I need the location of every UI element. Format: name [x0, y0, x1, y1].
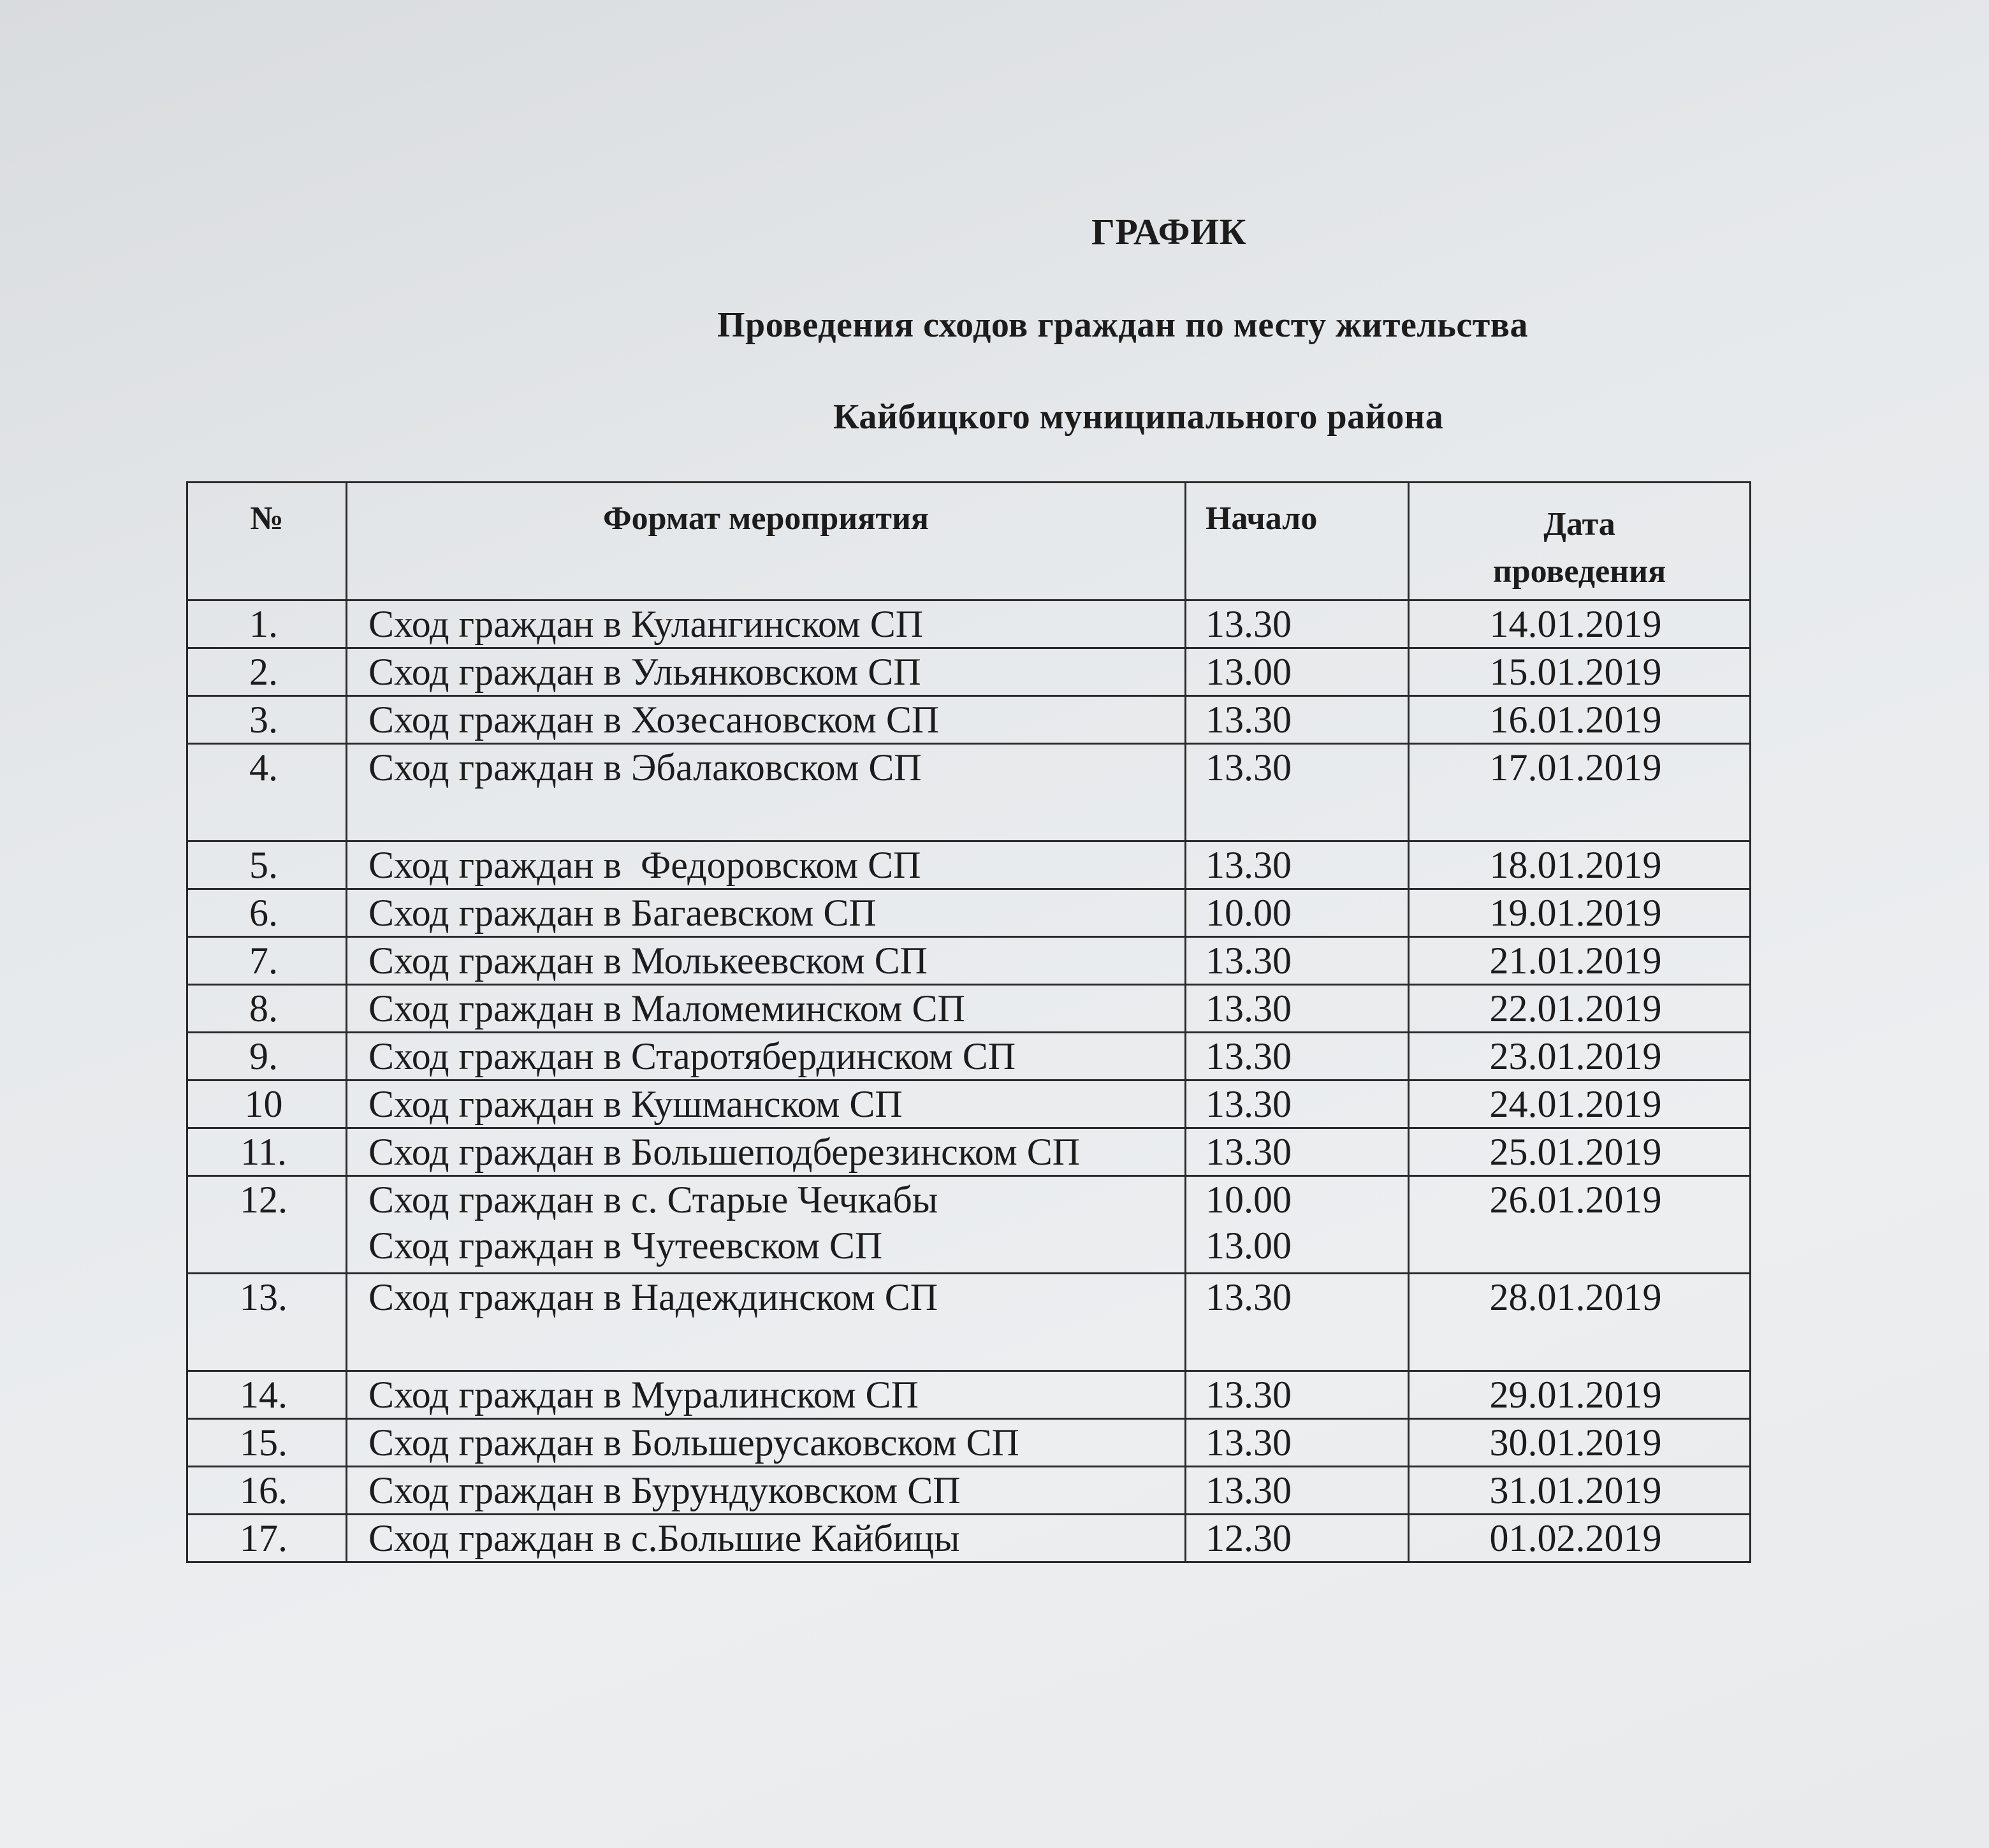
- row-start: 13.30: [1186, 1033, 1409, 1080]
- row-format: Сход граждан в Эбалаковском СП: [347, 744, 1186, 841]
- schedule-table: [186, 481, 1751, 1563]
- row-start: [1186, 1176, 1409, 1274]
- row-date: 22.01.2019: [1409, 985, 1751, 1033]
- row-number: 12.: [187, 1176, 347, 1274]
- row-number: 1.: [187, 600, 347, 648]
- table-row: [187, 648, 1751, 696]
- row-date: 01.02.2019: [1409, 1515, 1751, 1562]
- row-format-line2: Сход граждан в Чутеевском СП: [368, 1225, 883, 1267]
- row-start: 13.30: [1186, 841, 1409, 889]
- row-start: 13.30: [1186, 1467, 1409, 1515]
- table-row: [187, 1128, 1751, 1176]
- document-subtitle-line2: Кайбицкого муниципального района: [833, 397, 1444, 437]
- row-number: 9.: [187, 1033, 347, 1080]
- row-format: Сход граждан в Большеподберезинском СП: [347, 1128, 1186, 1176]
- row-number: 8.: [187, 985, 347, 1033]
- table-row: [187, 696, 1751, 744]
- row-format: Сход граждан в Кушманском СП: [347, 1080, 1186, 1128]
- row-number: 13.: [187, 1274, 347, 1371]
- row-start: 13.30: [1186, 600, 1409, 648]
- row-date: 25.01.2019: [1409, 1128, 1751, 1176]
- row-date: 21.01.2019: [1409, 937, 1751, 985]
- row-format: [347, 1176, 1186, 1274]
- row-date: 15.01.2019: [1409, 648, 1751, 696]
- row-start: 13.30: [1186, 937, 1409, 985]
- row-format: Сход граждан в Старотябердинском СП: [347, 1033, 1186, 1080]
- row-number: 6.: [187, 889, 347, 937]
- row-format: Сход граждан в Маломеминском СП: [347, 985, 1186, 1033]
- header-number: №: [187, 483, 347, 600]
- table-row: [187, 1515, 1751, 1562]
- table-row: [187, 841, 1751, 889]
- row-date: 14.01.2019: [1409, 600, 1751, 648]
- row-format: Сход граждан в Багаевском СП: [347, 889, 1186, 937]
- row-number: 16.: [187, 1467, 347, 1515]
- header-date: [1409, 483, 1751, 600]
- row-format-line1: Сход граждан в с. Старые Чечкабы: [368, 1179, 938, 1221]
- row-number: 4.: [187, 744, 347, 841]
- row-start-line1: 10.00: [1206, 1179, 1292, 1221]
- row-start: 12.30: [1186, 1515, 1409, 1562]
- table-header-row: [187, 483, 1751, 600]
- row-number: 11.: [187, 1128, 347, 1176]
- row-number: 3.: [187, 696, 347, 744]
- table-row: [187, 600, 1751, 648]
- table-row: [187, 744, 1751, 841]
- row-date: 16.01.2019: [1409, 696, 1751, 744]
- row-start: 13.00: [1186, 648, 1409, 696]
- row-number: 17.: [187, 1515, 347, 1562]
- row-date: 19.01.2019: [1409, 889, 1751, 937]
- row-start: 13.30: [1186, 1080, 1409, 1128]
- table-row: [187, 889, 1751, 937]
- table-row: [187, 937, 1751, 985]
- row-format: Сход граждан в Кулангинском СП: [347, 600, 1186, 648]
- row-date: 28.01.2019: [1409, 1274, 1751, 1371]
- row-number: 15.: [187, 1419, 347, 1467]
- table-row: [187, 1033, 1751, 1080]
- row-number: 10: [187, 1080, 347, 1128]
- document-subtitle-line1: Проведения сходов граждан по месту жительства: [717, 305, 1528, 345]
- row-date: 23.01.2019: [1409, 1033, 1751, 1080]
- row-start: 13.30: [1186, 1128, 1409, 1176]
- row-date: 17.01.2019: [1409, 744, 1751, 841]
- row-date: 26.01.2019: [1409, 1176, 1751, 1274]
- table-row: [187, 1467, 1751, 1515]
- header-format: Формат мероприятия: [347, 483, 1186, 600]
- row-start: 10.00: [1186, 889, 1409, 937]
- row-number: 14.: [187, 1371, 347, 1419]
- row-date: 29.01.2019: [1409, 1371, 1751, 1419]
- table-row: [187, 1176, 1751, 1274]
- row-format: Сход граждан в Большерусаковском СП: [347, 1419, 1186, 1467]
- row-date: 30.01.2019: [1409, 1419, 1751, 1467]
- row-date: 18.01.2019: [1409, 841, 1751, 889]
- header-start: Начало: [1186, 483, 1409, 600]
- row-format: Сход граждан в Бурундуковском СП: [347, 1467, 1186, 1515]
- row-number: 5.: [187, 841, 347, 889]
- table-row: [187, 985, 1751, 1033]
- table-row: [187, 1274, 1751, 1371]
- header-date-line1: Дата: [1543, 506, 1615, 542]
- row-start-line2: 13.00: [1206, 1225, 1292, 1267]
- row-number: 7.: [187, 937, 347, 985]
- row-format: Сход граждан в Ульянковском СП: [347, 648, 1186, 696]
- row-start: 13.30: [1186, 985, 1409, 1033]
- row-format: Сход граждан в Надеждинском СП: [347, 1274, 1186, 1371]
- row-format: Сход граждан в Хозесановском СП: [347, 696, 1186, 744]
- row-start: 13.30: [1186, 1419, 1409, 1467]
- table-row: [187, 1080, 1751, 1128]
- row-start: 13.30: [1186, 1274, 1409, 1371]
- row-start: 13.30: [1186, 1371, 1409, 1419]
- row-date: 31.01.2019: [1409, 1467, 1751, 1515]
- header-date-line2: проведения: [1492, 553, 1666, 590]
- row-format: Сход граждан в Федоровском СП: [347, 841, 1186, 889]
- document-title: ГРАФИК: [1091, 211, 1247, 252]
- row-start: 13.30: [1186, 744, 1409, 841]
- row-format: Сход граждан в с.Большие Кайбицы: [347, 1515, 1186, 1562]
- row-format: Сход граждан в Муралинском СП: [347, 1371, 1186, 1419]
- row-number: 2.: [187, 648, 347, 696]
- row-start: 13.30: [1186, 696, 1409, 744]
- table-row: [187, 1419, 1751, 1467]
- row-date: 24.01.2019: [1409, 1080, 1751, 1128]
- row-format: Сход граждан в Молькеевском СП: [347, 937, 1186, 985]
- table-row: [187, 1371, 1751, 1419]
